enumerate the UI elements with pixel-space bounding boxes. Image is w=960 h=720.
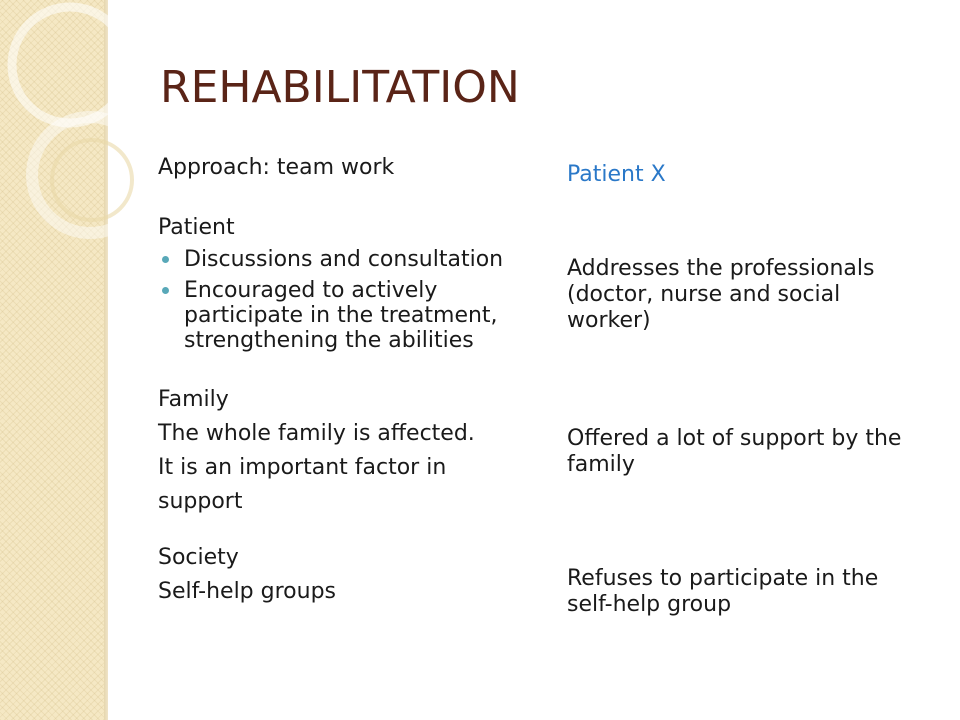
bullet-item: Discussions and consultation [158, 247, 538, 272]
family-line: It is an important factor in [158, 455, 447, 480]
patient-bullet-list [158, 247, 538, 353]
family-line: The whole family is affected. [158, 421, 475, 446]
left-column [158, 155, 538, 609]
society-line: Self-help groups [158, 579, 336, 604]
family-heading: Family [158, 387, 229, 412]
society-heading: Society [158, 545, 239, 570]
patient-x-patient-text: Addresses the professionals (doctor, nurse and social worker) [567, 256, 875, 333]
family-line: support [158, 489, 243, 514]
decorative-circles [0, 0, 150, 300]
patient-x-heading: Patient X [567, 162, 666, 187]
slide-title: REHABILITATION [160, 62, 520, 113]
patient-x-society-text: Refuses to participate in the self-help group [567, 566, 879, 617]
patient-x-family-text: Offered a lot of support by the family [567, 426, 902, 477]
right-column [567, 162, 917, 618]
patient-heading: Patient [158, 215, 235, 240]
approach-text: Approach: team work [158, 155, 395, 180]
bullet-item: Encouraged to actively participate in the treatment, strengthening the abilities [158, 278, 538, 353]
